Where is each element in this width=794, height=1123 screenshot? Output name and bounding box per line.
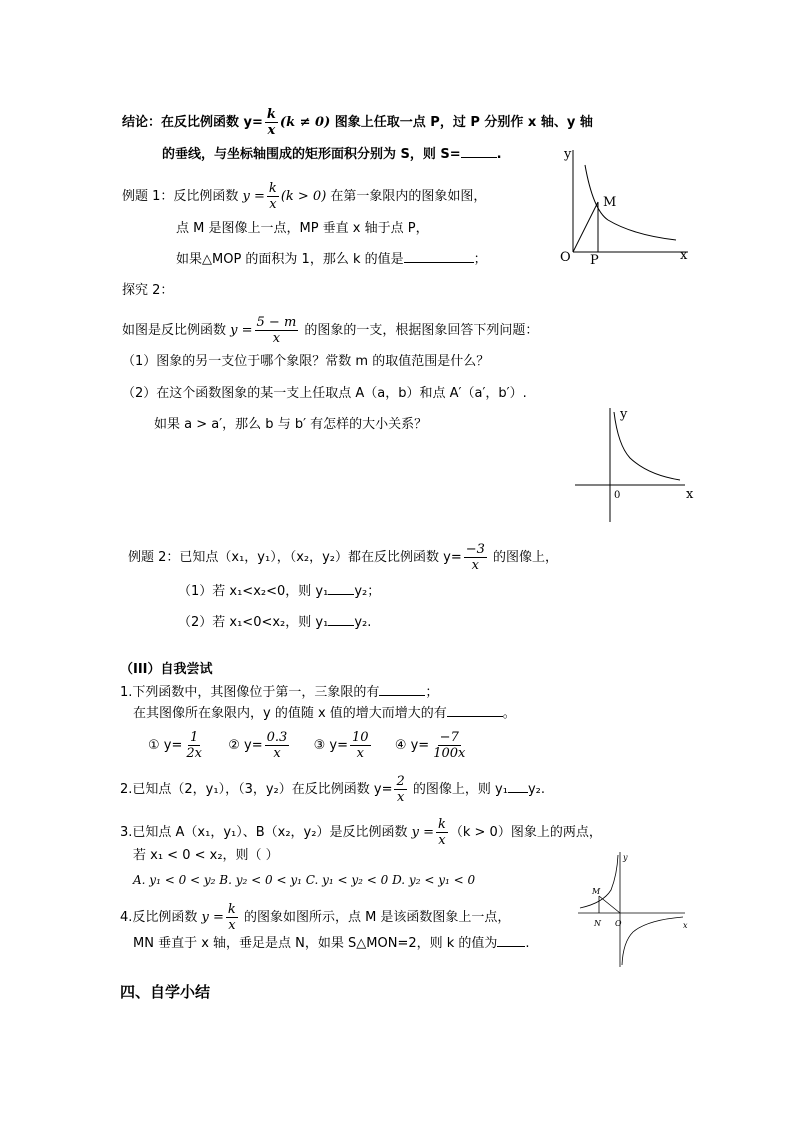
p2-text: 2.已知点（2，y₁），（3，y₂）在反比例函数 y= xyxy=(120,782,393,797)
example2-q2 xyxy=(178,613,371,632)
p2-text-2: 的图像上，则 y₁ xyxy=(408,782,508,797)
p3-text: 3.已知点 A（x₁，y₁）、B（x₂，y₂）是反比例函数 xyxy=(120,825,412,840)
fraction xyxy=(436,817,448,848)
answer-blank[interactable] xyxy=(404,250,474,263)
example1-line-1 xyxy=(122,181,486,212)
section4-title: 四、自学小结 xyxy=(120,983,211,1001)
frac-den: x xyxy=(273,746,281,761)
p4-text: 4.反比例函数 xyxy=(120,910,202,925)
answer-blank[interactable] xyxy=(379,683,425,696)
frac-den: x xyxy=(228,918,236,933)
answer-blank[interactable] xyxy=(497,934,525,947)
example1-line-2: 点 M 是图像上一点，MP 垂直 x 轴于点 P， xyxy=(176,221,429,236)
condition: (k > 0) xyxy=(280,189,327,204)
problem4-line-2 xyxy=(133,934,530,953)
fraction-k-over-x xyxy=(265,107,278,138)
p1-text-4: 。 xyxy=(502,706,516,721)
conclusion-text-2: 图象上任取一点 P，过 P 分别作 x 轴、y 轴 xyxy=(330,115,593,130)
example2-line-1 xyxy=(128,542,558,573)
frac-num: k xyxy=(268,181,277,196)
problem4-figure xyxy=(575,850,700,970)
problem3-options: A. y₁ < 0 < y₂ B. y₂ < 0 < y₁ C. y₁ < y₂ < 0 D. y₂ < y₁ < 0 xyxy=(133,873,476,887)
example1-figure xyxy=(548,140,698,270)
frac-den: 2x xyxy=(186,746,202,761)
fraction xyxy=(267,181,279,212)
fraction xyxy=(464,542,487,573)
frac-num: 0.3 xyxy=(266,730,288,745)
frac-num: 5 − m xyxy=(256,315,297,330)
fraction xyxy=(394,774,406,805)
q1-text-2: y₂； xyxy=(354,584,381,599)
problem4-line-1 xyxy=(120,902,510,933)
problem1-line-1 xyxy=(120,683,438,702)
fraction xyxy=(431,730,467,761)
problem1-line-2 xyxy=(133,704,516,723)
problem2 xyxy=(120,774,545,805)
section3-title: （III）自我尝试 xyxy=(120,662,213,677)
p3-text-2: （k > 0）图象上的两点， xyxy=(449,825,602,840)
frac-num: 10 xyxy=(351,730,369,745)
frac-num: −3 xyxy=(465,542,485,557)
example2-text: 例题 2：已知点（x₁，y₁），（x₂，y₂）都在反比例函数 y= xyxy=(128,550,462,565)
explore2-figure xyxy=(570,400,700,525)
explore2-q1: （1）图象的另一支位于哪个象限？常数 m 的取值范围是什么？ xyxy=(122,354,490,369)
conclusion-line-1 xyxy=(122,107,593,138)
answer-blank[interactable] xyxy=(447,704,503,717)
mo-line xyxy=(599,896,620,913)
answer-blank[interactable] xyxy=(461,145,497,158)
frac-den: 100x xyxy=(433,746,466,761)
fraction xyxy=(265,730,290,761)
frac-den: x xyxy=(396,790,405,805)
frac-num: −7 xyxy=(439,730,459,745)
semicolon: ； xyxy=(473,252,487,267)
answer-blank[interactable] xyxy=(328,582,354,595)
p2-text-3: y₂. xyxy=(527,782,545,797)
p4-text-4: . xyxy=(525,936,530,951)
origin-label: 0 xyxy=(614,490,621,501)
option-4: ④ y= xyxy=(394,738,430,753)
frac-num: 2 xyxy=(396,774,405,789)
problem3-line-2: 若 x₁ < 0 < x₂，则（ ） xyxy=(133,848,279,863)
frac-num: 1 xyxy=(190,730,199,745)
m-label: M xyxy=(603,195,617,210)
conclusion-text-3: 的垂线，与坐标轴围成的矩形面积分别为 S，则 S= xyxy=(162,147,461,162)
p1-text: 1.下列函数中，其图像位于第一，三象限的有 xyxy=(120,685,380,700)
p-label: P xyxy=(590,253,599,268)
x-label: x xyxy=(683,921,688,930)
example1-line-3 xyxy=(176,250,487,269)
explore2-text: 如图是反比例函数 xyxy=(122,323,231,338)
frac-den: x xyxy=(267,123,276,138)
option-3: ③ y= xyxy=(313,738,348,753)
hyperbola-curve xyxy=(585,165,676,240)
frac-num: k xyxy=(266,107,276,122)
frac-den: x xyxy=(356,746,364,761)
fraction xyxy=(226,902,238,933)
om-line xyxy=(573,202,598,252)
example2-q1 xyxy=(178,582,380,601)
problem1-options xyxy=(148,730,469,761)
y-eq: y = xyxy=(242,189,265,204)
hyperbola-curve xyxy=(614,412,680,480)
n-label: N xyxy=(594,919,601,928)
example1-text-3: 如果△MOP 的面积为 1，那么 k 的值是 xyxy=(176,252,404,267)
y-label: y xyxy=(623,853,628,862)
p1-text-2: ； xyxy=(425,685,439,700)
m-label: M xyxy=(592,887,601,896)
fraction xyxy=(184,730,204,761)
conclusion-text: 结论：在反比例函数 y= xyxy=(122,115,263,130)
answer-blank[interactable] xyxy=(328,613,354,626)
frac-num: k xyxy=(437,817,446,832)
frac-num: k xyxy=(227,902,236,917)
y-eq: y = xyxy=(201,910,224,925)
explore2-title: 探究 2： xyxy=(122,283,174,298)
y-eq: y = xyxy=(411,825,434,840)
explore2-text-2: 的图象的一支，根据图象回答下列问题： xyxy=(300,323,539,338)
condition: (k ≠ 0) xyxy=(279,115,331,130)
frac-den: x xyxy=(269,197,277,212)
q2-text-2: y₂. xyxy=(354,615,372,630)
p4-text-2: 的图象如图所示，点 M 是该函数图象上一点， xyxy=(239,910,511,925)
y-label: y xyxy=(564,147,572,162)
conclusion-line-2: 的垂线，与坐标轴围成的矩形面积分别为 S，则 S= . xyxy=(162,147,502,162)
p4-text-3: MN 垂直于 x 轴，垂足是点 N，如果 S△MON=2，则 k 的值为 xyxy=(133,936,498,951)
frac-den: x xyxy=(272,331,281,346)
explore2-line-1 xyxy=(122,315,538,346)
example1-text-2: 在第一象限内的图象如图， xyxy=(326,189,487,204)
example2-text-2: 的图像上， xyxy=(488,550,559,565)
frac-den: x xyxy=(438,833,446,848)
explore2-q2: （2）在这个函数图象的某一支上任取点 A（a，b）和点 A′（a′，b′）. xyxy=(122,386,527,401)
answer-blank[interactable] xyxy=(508,780,528,793)
q1-text: （1）若 x₁<x₂<0，则 y₁ xyxy=(178,584,329,599)
option-2: ② y= xyxy=(228,738,263,753)
q2-text: （2）若 x₁<0<x₂，则 y₁ xyxy=(178,615,329,630)
explore2-q2b: 如果 a > a′，那么 b 与 b′ 有怎样的大小关系？ xyxy=(154,417,428,432)
y-eq: y = xyxy=(230,323,253,338)
x-label: x xyxy=(680,248,688,263)
origin-label: O xyxy=(615,919,622,928)
fraction xyxy=(255,315,299,346)
y-label: y xyxy=(620,407,628,422)
p1-text-3: 在其图像所在象限内，y 的值随 x 值的增大而增大的有 xyxy=(133,706,447,721)
x-label: x xyxy=(686,487,694,502)
option-1: ① y= xyxy=(148,738,183,753)
hyperbola-branch-4 xyxy=(622,917,683,965)
fraction xyxy=(350,730,371,761)
frac-den: x xyxy=(471,558,479,573)
problem3-line-1 xyxy=(120,817,602,848)
origin-label: O xyxy=(560,250,571,265)
example1-text: 例题 1：反比例函数 xyxy=(122,189,243,204)
